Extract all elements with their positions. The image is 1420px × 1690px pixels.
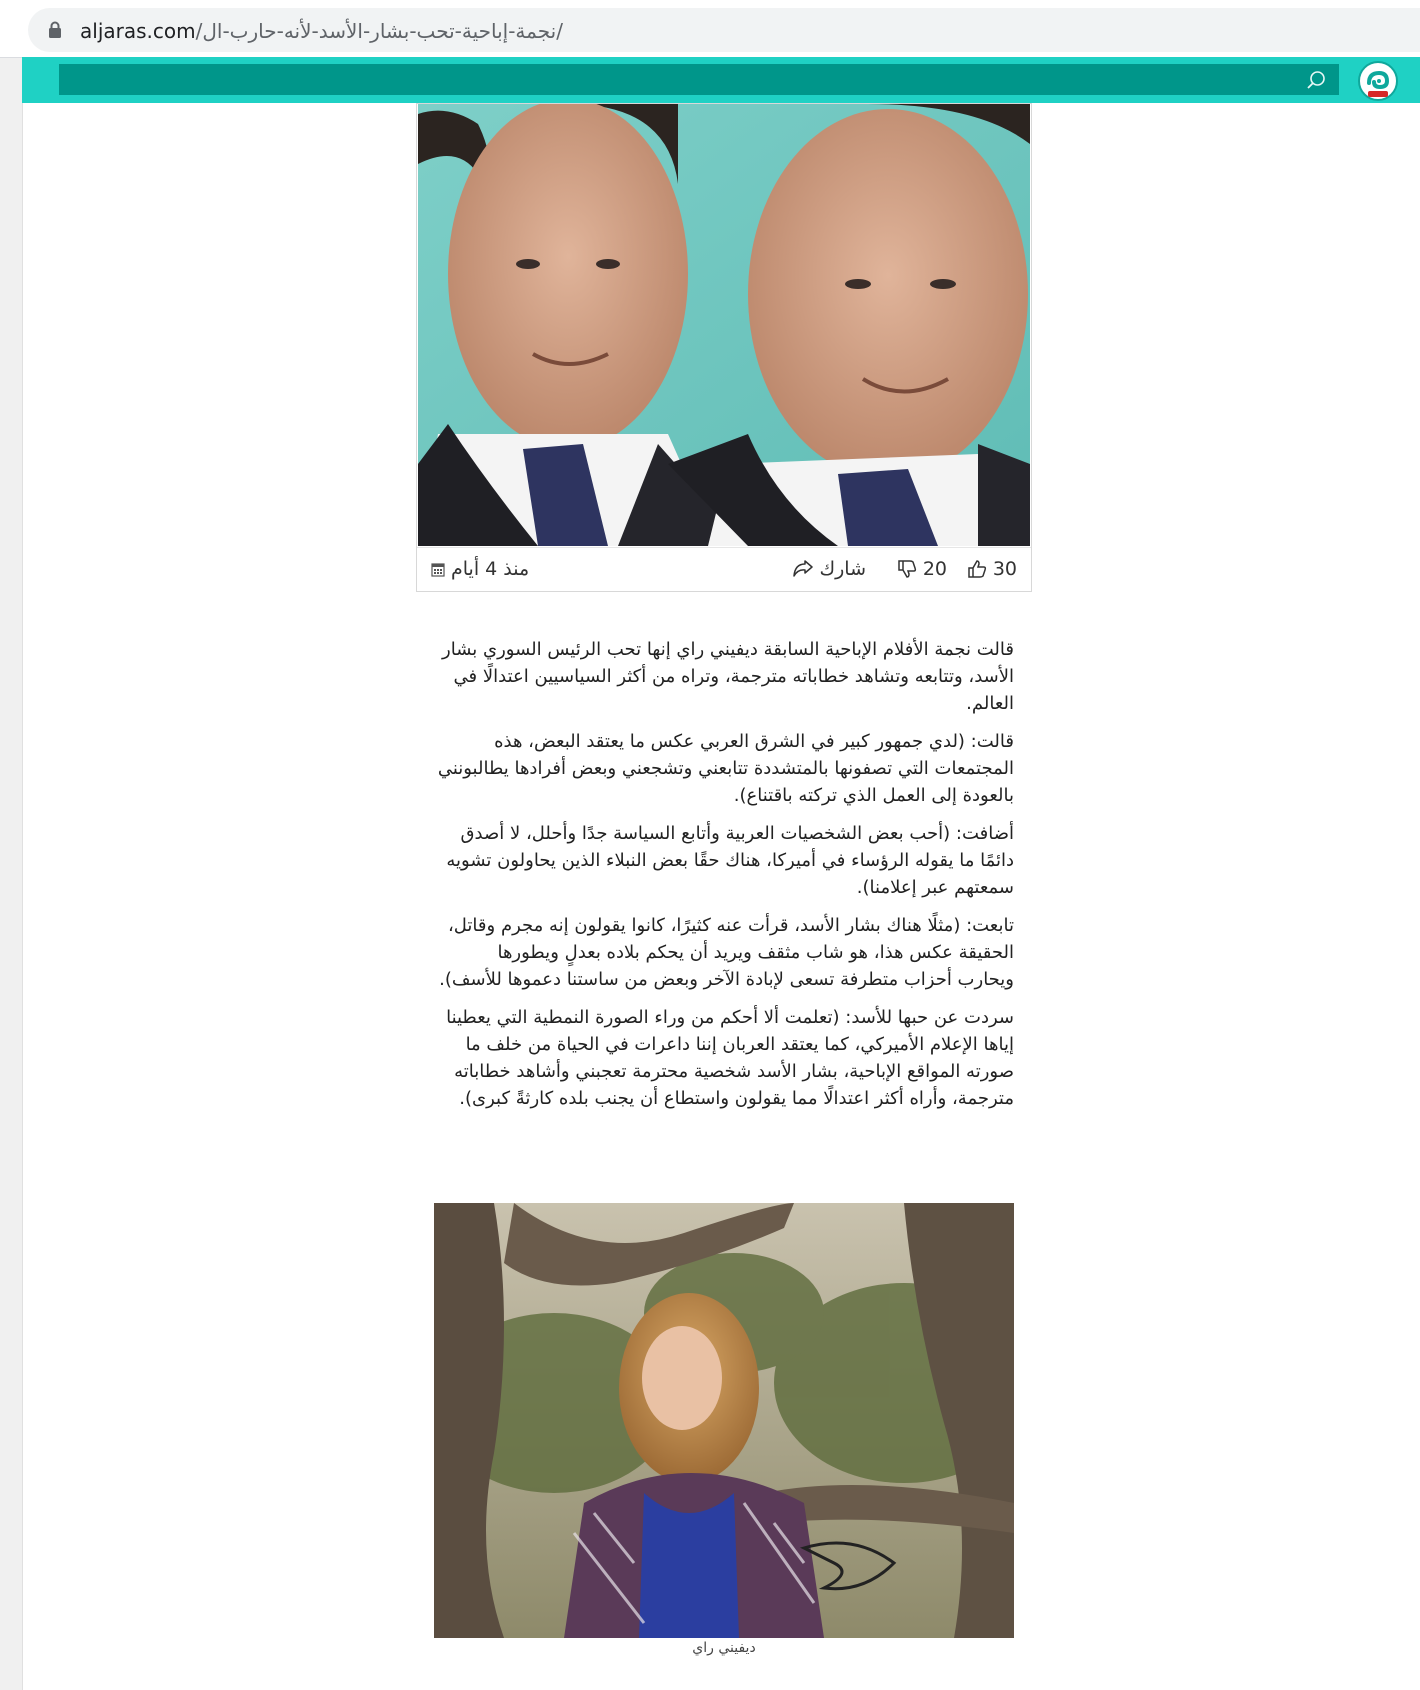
thumbs-up-icon xyxy=(967,559,987,579)
article-body xyxy=(436,636,1014,1123)
url-omnibox[interactable] xyxy=(28,8,1420,52)
post-meta-bar xyxy=(417,547,1031,592)
article-paragraph: قالت: (لدي جمهور كبير في الشرق العربي عكس ما يعتقد البعض، هذه المجتمعات التي تصفونها بالمتشددة تتابعني وتشجعني وبعض أفرادها يطالبونني بالعودة إلى العمل الذي تركته باقتناع). xyxy=(437,731,1014,806)
thumbs-down-icon xyxy=(897,559,917,579)
post-date xyxy=(431,558,529,580)
article-paragraph: أضافت: (أحب بعض الشخصيات العربية وأتابع السياسة جدًا وأحلل، لا أصدق دائمًا ما يقوله الرؤساء في أميركا، هناك حقًا بعض النبلاء الذين يحاولون تشويه سمعتهم عبر إعلامنا). xyxy=(446,823,1014,898)
article-paragraph: تابعت: (مثلًا هناك بشار الأسد، قرأت عنه كثيرًا، كانوا يقولون إنه مجرم وقاتل، الحقيقة عكس هذا، هو شاب مثقف ويريد أن يحكم بلاده بعدلٍ ويطورها ويحارب أحزاب متطرفة تسعى لإبادة الآخر وبعض من ساستنا دعموها للأسف). xyxy=(439,915,1014,990)
browser-address-bar xyxy=(0,0,1420,58)
dislike-count: 20 xyxy=(922,558,947,580)
like-button[interactable] xyxy=(967,558,1017,580)
like-count: 30 xyxy=(992,558,1017,580)
url-path: /نجمة-إباحية-تحب-بشار-الأسد-لأنه-حارب-ال/ xyxy=(195,19,563,43)
hero-card xyxy=(416,103,1032,592)
photo-caption: ديفيني راي xyxy=(692,1640,756,1656)
url-domain: aljaras.com xyxy=(80,19,196,43)
calendar-icon xyxy=(431,562,445,577)
share-button[interactable] xyxy=(793,558,866,580)
article-paragraph: سردت عن حبها للأسد: (تعلمت ألا أحكم من وراء الصورة النمطية التي يعطينا إياها الإعلام الأميركي، كما يعتقد العربان إننا داعرات في الحياة من خلف ما صورته المواقع الإباحية، بشار الأسد شخصية محترمة تعجبني وأشاهد خطاباته مترجمة، وأراه أكثر اعتدالًا مما يقولون واستطاع أن يجنب بلده كارثةً كبرى). xyxy=(446,1007,1014,1109)
search-bar[interactable] xyxy=(59,64,1339,95)
date-text: منذ 4 أيام xyxy=(451,558,530,580)
article-photo[interactable] xyxy=(434,1203,1014,1638)
aljaras-logo[interactable] xyxy=(1358,61,1398,101)
share-label: شارك xyxy=(819,558,866,580)
page-gutter xyxy=(0,58,23,1690)
hero-image[interactable] xyxy=(418,104,1030,546)
dislike-button[interactable] xyxy=(897,558,947,580)
site-header xyxy=(22,57,1420,103)
share-icon xyxy=(793,560,813,578)
lock-icon[interactable] xyxy=(48,21,62,39)
url-text[interactable] xyxy=(80,19,563,43)
search-icon[interactable] xyxy=(1305,69,1327,91)
article-paragraph: قالت نجمة الأفلام الإباحية السابقة ديفيني راي إنها تحب الرئيس السوري بشار الأسد، وتتابعه وتشاهد خطاباته مترجمة، وتراه من أكثر السياسيين اعتدالًا في العالم. xyxy=(442,639,1014,714)
